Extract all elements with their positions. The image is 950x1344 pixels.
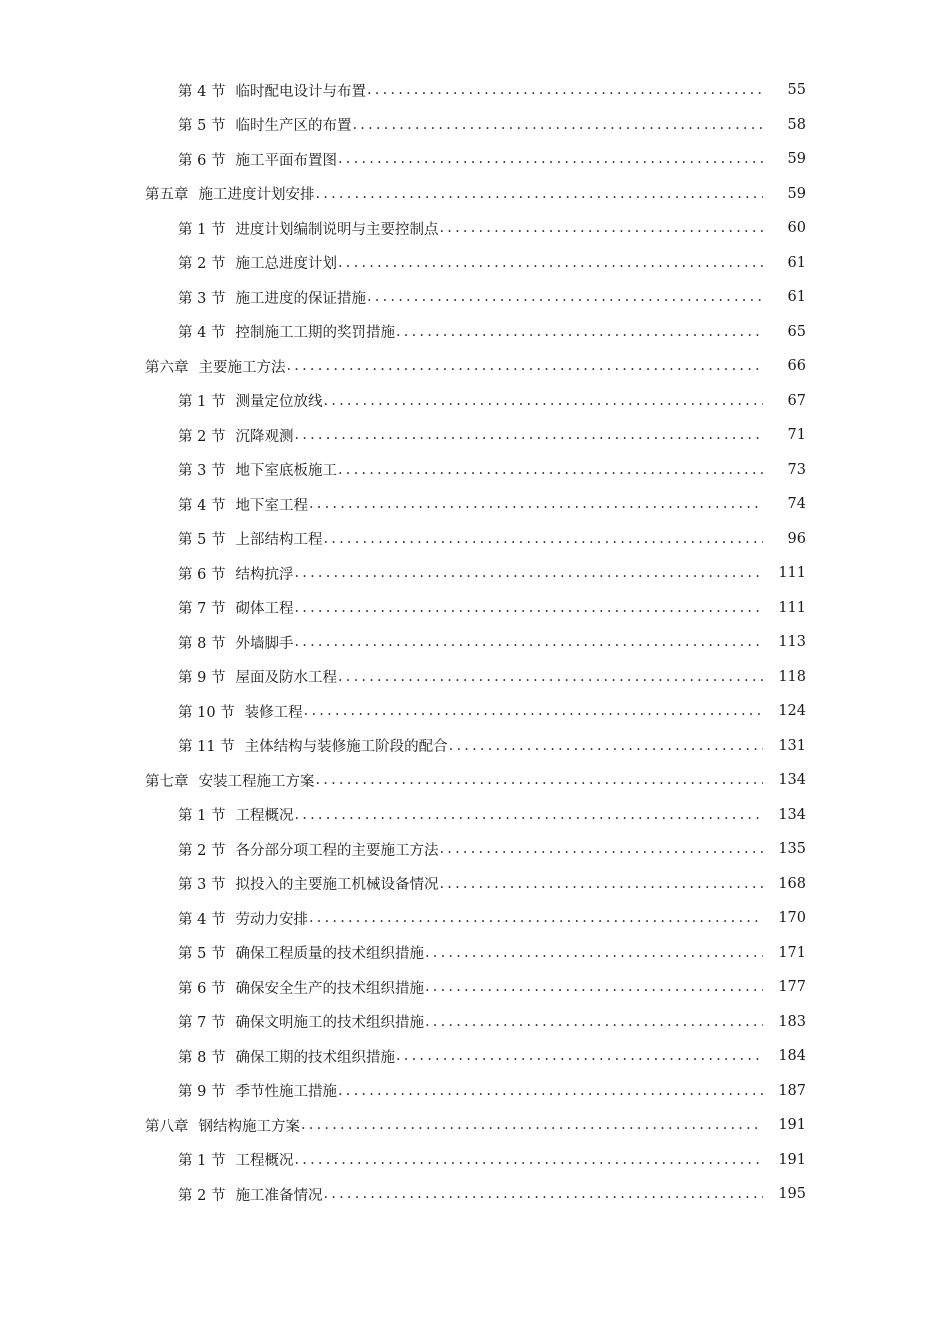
toc-page-number: 111 xyxy=(778,565,806,582)
toc-page-number: 58 xyxy=(787,116,806,133)
toc-entry-number: 第 5 节 xyxy=(178,946,226,963)
toc-section-entry[interactable] xyxy=(0,936,950,971)
toc-entry-number: 第 5 节 xyxy=(178,118,226,135)
toc-entry-title: 工程概况 xyxy=(235,1153,294,1170)
toc-page-number: 59 xyxy=(787,185,806,202)
toc-entry-number: 第 1 节 xyxy=(178,1153,226,1170)
toc-entry-number: 第 3 节 xyxy=(178,463,226,480)
toc-page-number: 183 xyxy=(778,1013,806,1030)
dot-leader xyxy=(439,876,763,892)
toc-entry-title: 各分部分项工程的主要施工方法 xyxy=(235,842,439,859)
toc-entry-title: 装修工程 xyxy=(244,704,303,721)
toc-entry-title: 施工进度的保证措施 xyxy=(235,290,366,307)
toc-page-number: 131 xyxy=(778,737,806,754)
toc-page-number: 118 xyxy=(778,668,806,685)
toc-page-number: 184 xyxy=(778,1048,806,1065)
dot-leader xyxy=(287,358,764,374)
toc-section-entry[interactable] xyxy=(0,660,950,695)
toc-entry-number: 第八章 xyxy=(145,1118,189,1135)
dot-leader xyxy=(294,565,763,581)
toc-section-entry[interactable] xyxy=(0,522,950,557)
toc-entry-number: 第 2 节 xyxy=(178,842,226,859)
toc-entry-number: 第六章 xyxy=(145,359,189,376)
toc-entry-title: 施工准备情况 xyxy=(235,1187,323,1204)
toc-page-number: 71 xyxy=(787,427,806,444)
toc-entry-title: 外墙脚手 xyxy=(235,635,294,652)
toc-entry-number: 第 9 节 xyxy=(178,670,226,687)
toc-entry-title: 施工总进度计划 xyxy=(235,256,337,273)
toc-entry-number: 第 8 节 xyxy=(178,1049,226,1066)
dot-leader xyxy=(338,669,763,685)
dot-leader xyxy=(294,427,763,443)
dot-leader xyxy=(352,117,763,133)
toc-page-number: 113 xyxy=(778,634,806,651)
toc-entry-title: 钢结构施工方案 xyxy=(198,1118,300,1135)
toc-entry-number: 第 4 节 xyxy=(178,83,226,100)
toc-page-number: 171 xyxy=(778,944,806,961)
toc-entry-number: 第 2 节 xyxy=(178,256,226,273)
toc-page-number: 134 xyxy=(778,772,806,789)
toc-page-number: 61 xyxy=(787,254,806,271)
toc-entry-number: 第 5 节 xyxy=(178,532,226,549)
dot-leader xyxy=(294,807,763,823)
toc-section-entry[interactable] xyxy=(0,1143,950,1178)
dot-leader xyxy=(309,496,763,512)
toc-entry-number: 第 1 节 xyxy=(178,394,226,411)
toc-entry-title: 拟投入的主要施工机械设备情况 xyxy=(235,877,439,894)
toc-entry-title: 主要施工方法 xyxy=(198,359,286,376)
toc-entry-title: 施工进度计划安排 xyxy=(198,187,315,204)
toc-section-entry[interactable] xyxy=(0,591,950,626)
toc-entry-number: 第 6 节 xyxy=(178,980,226,997)
toc-section-entry[interactable] xyxy=(0,694,950,729)
toc-page-number: 191 xyxy=(778,1117,806,1134)
toc-entry-number: 第五章 xyxy=(145,187,189,204)
dot-leader xyxy=(316,772,764,788)
toc-section-entry[interactable] xyxy=(0,73,950,108)
toc-section-entry[interactable] xyxy=(0,867,950,902)
dot-leader xyxy=(323,1186,763,1202)
dot-leader xyxy=(396,1048,763,1064)
toc-entry-title: 上部结构工程 xyxy=(235,532,323,549)
toc-entry-number: 第 3 节 xyxy=(178,877,226,894)
toc-entry-title: 确保工程质量的技术组织措施 xyxy=(235,946,424,963)
toc-entry-title: 劳动力安排 xyxy=(235,911,308,928)
toc-entry-title: 季节性施工措施 xyxy=(235,1084,337,1101)
toc-entry-number: 第 2 节 xyxy=(178,1187,226,1204)
toc-page-number: 67 xyxy=(787,392,806,409)
toc-section-entry[interactable] xyxy=(0,901,950,936)
toc-page-number: 187 xyxy=(778,1082,806,1099)
toc-page-number: 66 xyxy=(787,358,806,375)
toc-entry-number: 第 1 节 xyxy=(178,808,226,825)
toc-entry-title: 测量定位放线 xyxy=(235,394,323,411)
dot-leader xyxy=(309,910,763,926)
toc-entry-number: 第 1 节 xyxy=(178,221,226,238)
dot-leader xyxy=(439,841,763,857)
toc-entry-title: 进度计划编制说明与主要控制点 xyxy=(235,221,439,238)
toc-entry-title: 安装工程施工方案 xyxy=(198,773,315,790)
toc-entry-number: 第 3 节 xyxy=(178,290,226,307)
toc-page-number: 55 xyxy=(787,82,806,99)
toc-page-number: 111 xyxy=(778,599,806,616)
dot-leader xyxy=(449,738,763,754)
toc-page-number: 135 xyxy=(778,841,806,858)
toc-entry-number: 第 7 节 xyxy=(178,601,226,618)
toc-entry-number: 第 9 节 xyxy=(178,1084,226,1101)
toc-entry-number: 第 4 节 xyxy=(178,325,226,342)
toc-section-entry[interactable] xyxy=(0,315,950,350)
toc-entry-number: 第 8 节 xyxy=(178,635,226,652)
dot-leader xyxy=(323,531,763,547)
dot-leader xyxy=(294,634,763,650)
dot-leader xyxy=(323,393,763,409)
toc-section-entry[interactable] xyxy=(0,418,950,453)
toc-chapter-entry[interactable] xyxy=(0,1108,950,1143)
toc-page-number: 168 xyxy=(778,875,806,892)
toc-entry-title: 主体结构与装修施工阶段的配合 xyxy=(244,739,448,756)
toc-section-entry[interactable] xyxy=(0,556,950,591)
toc-section-entry[interactable] xyxy=(0,211,950,246)
toc-entry-title: 地下室底板施工 xyxy=(235,463,337,480)
table-of-contents xyxy=(0,73,950,1212)
dot-leader xyxy=(367,82,763,98)
toc-section-entry[interactable] xyxy=(0,832,950,867)
toc-section-entry[interactable] xyxy=(0,280,950,315)
toc-chapter-entry[interactable] xyxy=(0,177,950,212)
toc-page-number: 170 xyxy=(778,910,806,927)
dot-leader xyxy=(338,255,763,271)
toc-page-number: 177 xyxy=(778,979,806,996)
dot-leader xyxy=(396,324,763,340)
toc-entry-number: 第 4 节 xyxy=(178,911,226,928)
toc-entry-number: 第 10 节 xyxy=(178,704,235,721)
toc-entry-title: 临时配电设计与布置 xyxy=(235,83,366,100)
toc-section-entry[interactable] xyxy=(0,453,950,488)
toc-page-number: 124 xyxy=(778,703,806,720)
toc-entry-title: 施工平面布置图 xyxy=(235,152,337,169)
toc-page-number: 65 xyxy=(787,323,806,340)
toc-entry-title: 确保工期的技术组织措施 xyxy=(235,1049,395,1066)
toc-section-entry[interactable] xyxy=(0,1005,950,1040)
dot-leader xyxy=(304,703,763,719)
toc-page-number: 134 xyxy=(778,806,806,823)
toc-entry-title: 沉降观测 xyxy=(235,428,294,445)
toc-entry-title: 结构抗浮 xyxy=(235,566,294,583)
toc-section-entry[interactable] xyxy=(0,798,950,833)
dot-leader xyxy=(316,186,764,202)
toc-entry-number: 第七章 xyxy=(145,773,189,790)
toc-entry-title: 地下室工程 xyxy=(235,497,308,514)
toc-page-number: 60 xyxy=(787,220,806,237)
toc-section-entry[interactable] xyxy=(0,729,950,764)
toc-section-entry[interactable] xyxy=(0,1074,950,1109)
toc-section-entry[interactable] xyxy=(0,246,950,281)
dot-leader xyxy=(338,151,763,167)
toc-section-entry[interactable] xyxy=(0,108,950,143)
dot-leader xyxy=(425,1014,763,1030)
toc-section-entry[interactable] xyxy=(0,384,950,419)
toc-page-number: 73 xyxy=(787,461,806,478)
toc-page-number: 195 xyxy=(778,1186,806,1203)
toc-section-entry[interactable] xyxy=(0,970,950,1005)
toc-section-entry[interactable] xyxy=(0,1177,950,1212)
dot-leader xyxy=(439,220,763,236)
toc-entry-number: 第 2 节 xyxy=(178,428,226,445)
toc-entry-number: 第 7 节 xyxy=(178,1015,226,1032)
toc-chapter-entry[interactable] xyxy=(0,349,950,384)
dot-leader xyxy=(367,289,763,305)
toc-entry-number: 第 6 节 xyxy=(178,152,226,169)
toc-entry-number: 第 4 节 xyxy=(178,497,226,514)
toc-section-entry[interactable] xyxy=(0,487,950,522)
dot-leader xyxy=(301,1117,763,1133)
toc-section-entry[interactable] xyxy=(0,142,950,177)
toc-section-entry[interactable] xyxy=(0,1039,950,1074)
dot-leader xyxy=(425,945,763,961)
dot-leader xyxy=(294,600,763,616)
toc-page-number: 59 xyxy=(787,151,806,168)
toc-entry-title: 工程概况 xyxy=(235,808,294,825)
dot-leader xyxy=(425,979,763,995)
toc-entry-title: 确保文明施工的技术组织措施 xyxy=(235,1015,424,1032)
toc-page-number: 191 xyxy=(778,1151,806,1168)
dot-leader xyxy=(338,1083,763,1099)
toc-entry-title: 控制施工工期的奖罚措施 xyxy=(235,325,395,342)
toc-entry-number: 第 6 节 xyxy=(178,566,226,583)
toc-chapter-entry[interactable] xyxy=(0,763,950,798)
toc-entry-title: 砌体工程 xyxy=(235,601,294,618)
toc-page-number: 96 xyxy=(787,530,806,547)
toc-page-number: 74 xyxy=(787,496,806,513)
toc-section-entry[interactable] xyxy=(0,625,950,660)
toc-entry-number: 第 11 节 xyxy=(178,739,235,756)
toc-entry-title: 确保安全生产的技术组织措施 xyxy=(235,980,424,997)
toc-page-number: 61 xyxy=(787,289,806,306)
dot-leader xyxy=(338,462,763,478)
toc-entry-title: 临时生产区的布置 xyxy=(235,118,352,135)
dot-leader xyxy=(294,1152,763,1168)
toc-entry-title: 屋面及防水工程 xyxy=(235,670,337,687)
